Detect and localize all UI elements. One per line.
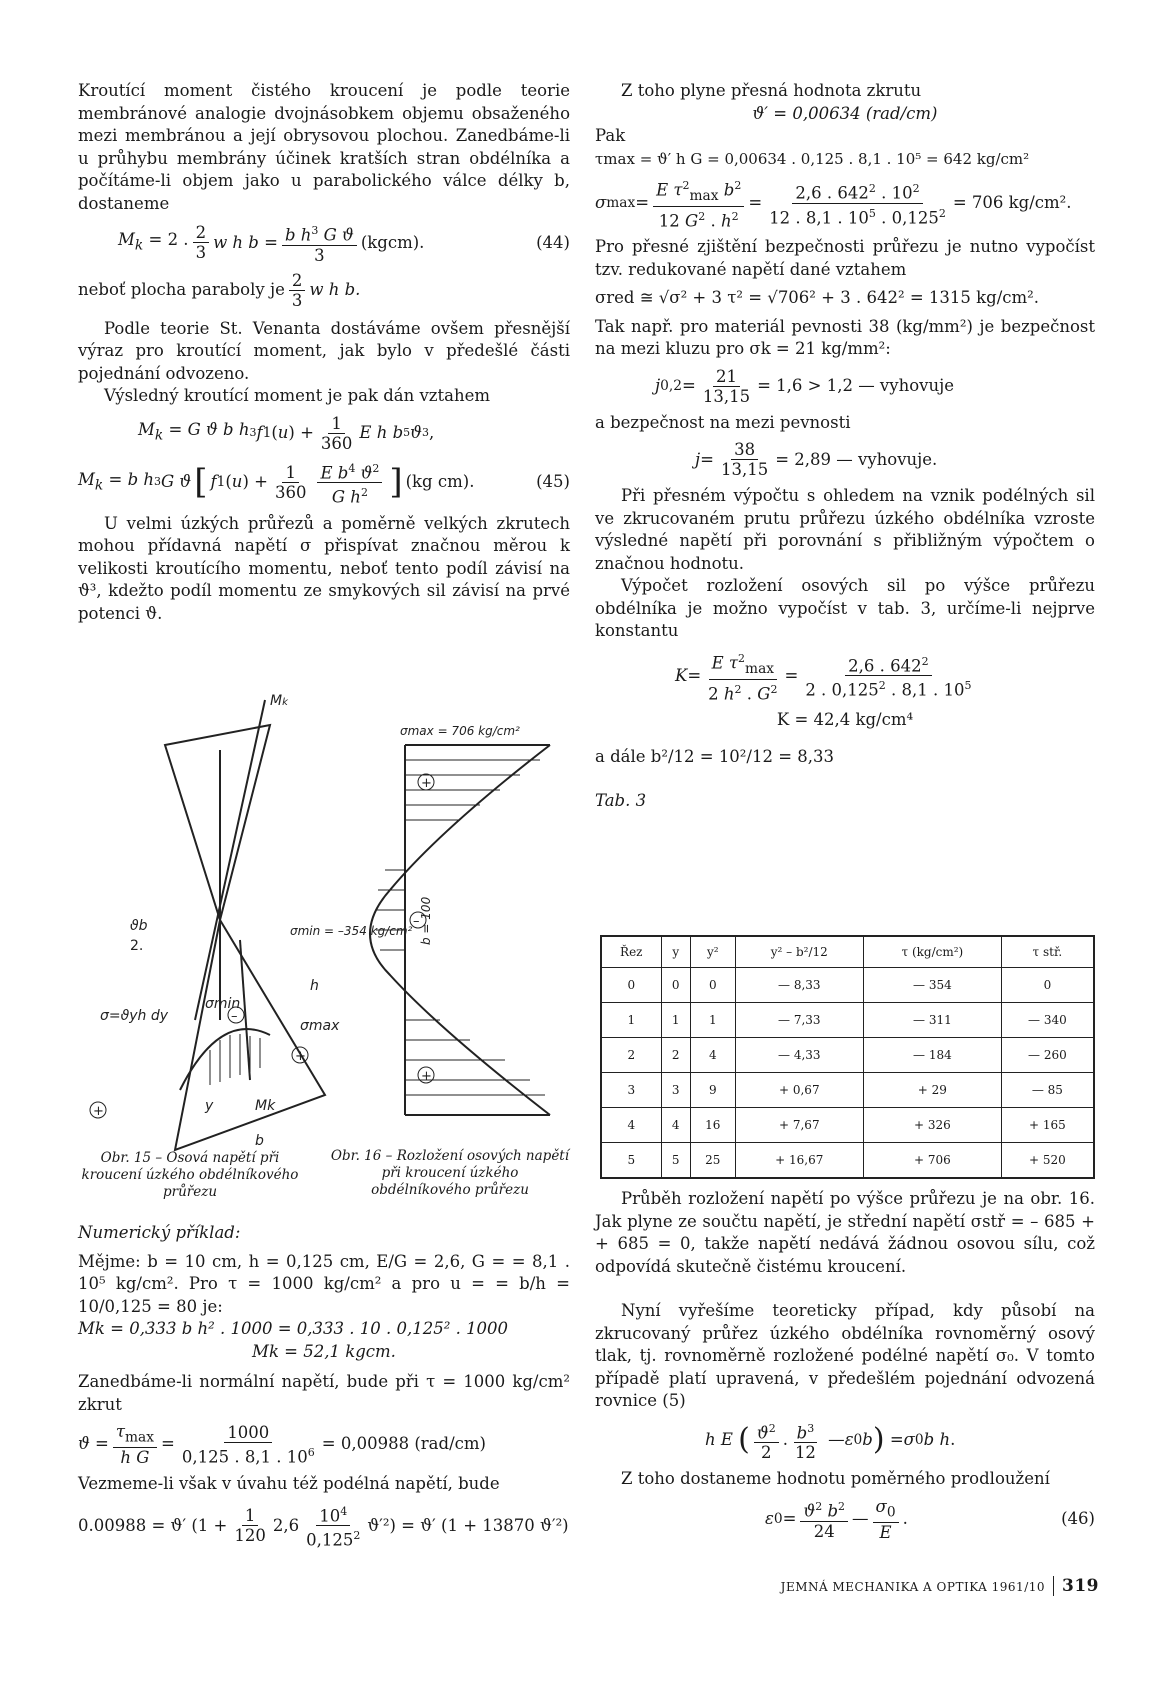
equation-last: 0.00988 = ϑ′ (1 + $\frac{1}{120}$ 2,6 $\frac{10^4}{0,125^2}$ ϑ′²) = ϑ′ (1 + 13870 ϑ′²) <box>78 1502 570 1550</box>
figure-15-caption: Obr. 15 – Osová napětí při kroucení úzkého obdélníkového průřezu <box>81 1150 299 1200</box>
paragraph: Tak např. pro materiál pevnosti 38 (kg/mm²) je bezpečnost na mezi kluzu pro σk = 21 kg/mm²: <box>595 316 1095 359</box>
svg-text:+: + <box>421 1069 432 1084</box>
paragraph: Výsledný kroutící moment je pak dán vztahem <box>104 386 491 405</box>
equation-mk: $M_k = G$ ϑ b h 3 f 1 ( u ) + $\frac{1}{360}$ E h b 5 ϑ 3 , <box>138 413 435 453</box>
svg-text:Mk: Mk <box>255 1098 276 1114</box>
paragraph: U velmi úzkých průřezů a poměrně velkých zkrutech mohou přídavná napětí σ přispívat značnou měrou k velikosti kroutícího momentu, neboť tento podíl závisí na ϑ³, kdežto podíl momentu ze smykových sil závisí na prvé potenci ϑ. <box>78 513 570 623</box>
equation-j02: j 0,2 = $\frac{21}{13,15}$ = 1,6 > 1,2 — vyhovuje <box>655 366 954 406</box>
table-cell: — 184 <box>863 1038 1001 1073</box>
svg-text:b: b <box>255 1133 264 1149</box>
equation-5: h E ( $\frac{ϑ^2}{2}$ . $\frac{b^3}{12}$ — ε 0 b ) = σ 0 b h . <box>705 1419 1095 1463</box>
table-cell: — 8,33 <box>735 968 863 1003</box>
table-cell: — 311 <box>863 1003 1001 1038</box>
paragraph: Z toho plyne přesná hodnota zkrutu <box>621 81 922 100</box>
text: w h b. <box>309 279 361 299</box>
eq-text: w h b = <box>213 232 278 252</box>
paragraph: a bezpečnost na mezi pevnosti <box>595 412 851 432</box>
eq-text: ϑ′²) = ϑ′ (1 + 13870 ϑ′²) <box>367 1515 569 1535</box>
equation-k: K = $\frac{E \tau^2_{max}}{2 h^2 . G^2}$ = $\frac{2,6 . 642^2}{2 . 0,125^2 . 8,1 . 10^5}$ <box>675 649 1095 703</box>
equation-number: (45) <box>536 472 570 492</box>
paragraph: Zanedbáme-li normální napětí, bude při τ = 1000 kg/cm² zkrut <box>78 1372 570 1414</box>
table-cell: — 7,33 <box>735 1003 863 1038</box>
equation: σred ≅ √σ² + 3 τ² = √706² + 3 . 642² = 1315 kg/cm². <box>595 288 1039 308</box>
table-cell: — 354 <box>863 968 1001 1003</box>
table-cell: 4 <box>601 1108 661 1143</box>
svg-text:2.: 2. <box>130 938 144 954</box>
svg-text:+: + <box>421 776 432 791</box>
figure-16-diagram <box>290 720 560 1140</box>
table-cell: 4 <box>690 1038 735 1073</box>
svg-text:h: h <box>310 978 319 994</box>
equation-mk1: Mk = 0,333 b h² . 1000 = 0,333 . 10 . 0,125² . 1000 <box>78 1319 509 1338</box>
svg-text:–: – <box>413 914 420 929</box>
paragraph: Podle teorie St. Venanta dostáváme ovšem přesnější výraz pro kroutící moment, jak bylo v předešlé části pojednání odvozeno. <box>78 318 570 383</box>
table-row <box>601 1108 1094 1143</box>
table-cell: — 340 <box>1001 1003 1094 1038</box>
paragraph: Při přesném výpočtu s ohledem na vznik podélných sil ve zkrucovaném prutu průřezu úzkého obdélníka vzroste výsledné napětí při porovnání s přibližným výpočtem o značnou hodnotu. <box>595 486 1095 573</box>
table-cell: + 7,67 <box>735 1108 863 1143</box>
equation-mk2: Mk = 52,1 kgcm. <box>252 1341 396 1361</box>
table-cell: — 260 <box>1001 1038 1094 1073</box>
eq-result: = 0,00988 (rad/cm) <box>321 1434 486 1454</box>
b-dimension-label: b = 100 <box>419 896 433 945</box>
table-cell: + 520 <box>1001 1143 1094 1179</box>
table-cell: + 16,67 <box>735 1143 863 1179</box>
eq-result: = 1,6 > 1,2 — vyhovuje <box>757 376 954 396</box>
eq-unit: (kgcm). <box>360 232 425 252</box>
table-header: y² <box>690 936 735 968</box>
paragraph: Vezmeme-li však v úvahu též podélná napětí, bude <box>78 1474 500 1494</box>
svg-text:–: – <box>231 1009 238 1024</box>
equation-sigma-max: σ max = $\frac{E \tau^2_{max} b^2}{12 G^2 . h^2}$ = $\frac{2,6 . 642^2 . 10^2}{12 . 8,1 . 10^5 . 0,125^2}$ = 706 kg/cm². <box>595 176 1095 230</box>
table-cell: — 4,33 <box>735 1038 863 1073</box>
figure-16-caption: Obr. 16 – Rozložení osových napětí při kroucení úzkého obdélníkového průřezu <box>330 1148 570 1198</box>
equation: ϑ′ = 0,00634 (rad/cm) <box>752 103 938 123</box>
equation-theta: ϑ = $\frac{\tau_{max}}{\text{h G}}$ = $\frac{1000}{0,125 . 8,1 . 10^6}$ = 0,00988 (rad/cm) <box>78 1422 486 1468</box>
table-row <box>601 1038 1094 1073</box>
equation-number: (46) <box>1061 1508 1095 1528</box>
left-column <box>78 80 570 625</box>
table-cell: 9 <box>690 1073 735 1108</box>
svg-text:ϑb: ϑb <box>130 918 148 934</box>
svg-text:+: + <box>93 1104 104 1119</box>
table-cell: 0 <box>1001 968 1094 1003</box>
text: Pak <box>595 126 626 145</box>
equation: τmax = ϑ′ h G = 0,00634 . 0,125 . 8,1 . 10⁵ = 642 kg/cm² <box>595 149 1030 168</box>
table-cell: 1 <box>601 1003 661 1038</box>
parabola-line: neboť plocha paraboly je $\frac{2}{3}$ w h b. <box>78 270 361 310</box>
equation-46: ε 0 = $\frac{ϑ^2 b^2}{24}$ — $\frac{\sigma_0}{E}$ . (46) <box>765 1496 1095 1542</box>
svg-text:σmin: σmin <box>205 996 241 1012</box>
table-row <box>601 1073 1094 1108</box>
table-header: τ stř. <box>1001 936 1094 968</box>
table-cell: + 29 <box>863 1073 1001 1108</box>
paragraph: Kroutící moment čistého kroucení je podle teorie membránové analogie dvojnásobkem objemu obsaženého mezi membránou a její obrysovou plochou. Zanedbáme-li u průhybu membrány účinek kratších stran obdélníka a počítáme-li objem jako u parabolického válce délky b, dostaneme <box>78 81 570 213</box>
paragraph: Mějme: b = 10 cm, h = 0,125 cm, E/G = 2,6, G = = 8,1 . 10⁵ kg/cm². Pro τ = 1000 kg/cm² a pro u = = b/h = 10/0,125 = 80 je: <box>78 1251 570 1316</box>
eq-result: = 2,89 — vyhovuje. <box>775 449 938 469</box>
right-column <box>595 80 1095 813</box>
eq-text: 2,6 <box>272 1515 300 1535</box>
table-row <box>601 968 1094 1003</box>
table-header-row <box>601 936 1094 968</box>
table-cell: — 85 <box>1001 1073 1094 1108</box>
page-number: 319 <box>1053 1576 1099 1596</box>
paragraph: Z toho dostaneme hodnotu poměrného prodloužení <box>621 1469 1050 1488</box>
eq-result: = 706 kg/cm². <box>952 192 1072 212</box>
page-footer <box>781 1576 1099 1596</box>
table-row <box>601 1003 1094 1038</box>
numeric-example <box>78 1222 570 1556</box>
table-header: Řez <box>601 936 661 968</box>
paragraph: Pro přesné zjištění bezpečnosti průřezu je nutno vypočíst tzv. redukované napětí dané vztahem <box>595 237 1095 279</box>
table-cell: 2 <box>601 1038 661 1073</box>
table-cell: 3 <box>661 1073 690 1108</box>
table-title: Tab. 3 <box>595 791 647 811</box>
table-cell: 0 <box>661 968 690 1003</box>
eq-unit: (kg cm). <box>405 472 475 492</box>
text: a dále b²/12 = 10²/12 = 8,33 <box>595 746 835 766</box>
table-cell: 5 <box>601 1143 661 1179</box>
right-column-lower <box>595 1188 1095 1548</box>
eq-text: 0.00988 = ϑ′ (1 + <box>78 1515 228 1535</box>
table-cell: 5 <box>661 1143 690 1179</box>
table-cell: + 706 <box>863 1143 1001 1179</box>
equation-number: (44) <box>536 232 570 252</box>
table-cell: 4 <box>661 1108 690 1143</box>
table-cell: 16 <box>690 1108 735 1143</box>
paragraph: Průběh rozložení napětí po výšce průřezu je na obr. 16. Jak plyne ze součtu napětí, je střední napětí σstř = – 685 + + 685 = 0, takže napětí nedává žádnou osovou sílu, což odpovídá skutečně čistému kroucení. <box>595 1189 1095 1276</box>
paragraph: Nyní vyřešíme teoreticky případ, kdy působí na zkrucovaný průřez úzkého obdélníka rovnoměrný osový tlak, tj. rovnoměrně rozložené podélné napětí σ₀. V tomto případě platí upravená, v předešlém pojednání odvozená rovnice (5) <box>595 1301 1095 1410</box>
figure-15-diagram <box>70 690 340 1150</box>
table-cell: 1 <box>690 1003 735 1038</box>
table-header: y <box>661 936 690 968</box>
svg-text:σ=ϑyh dy: σ=ϑyh dy <box>100 1008 169 1024</box>
table-cell: 1 <box>661 1003 690 1038</box>
table-header: τ (kg/cm²) <box>863 936 1001 968</box>
equation-45: $M_k = b$ h 3 G ϑ [ f 1 ( u ) + $\frac{1}{360}$ $\frac{E b^4 ϑ^2}{G h^2}$ ] (kg cm). (45) <box>78 459 570 507</box>
equation-44: $M_k = 2$ . $\frac{2}{3}$ w h b = $\frac{b h^3 G ϑ}{3}$ (kgcm). (44) <box>118 221 570 265</box>
table-cell: 25 <box>690 1143 735 1179</box>
table-3 <box>600 935 1095 1179</box>
upper-triangle <box>165 725 270 920</box>
equation-j: j = $\frac{38}{13,15}$ = 2,89 — vyhovuje. <box>695 440 938 480</box>
table-row <box>601 1143 1094 1179</box>
svg-text:Mk: Mk <box>270 693 288 709</box>
table-cell: 0 <box>601 968 661 1003</box>
equation-k-result: K = 42,4 kg/cm⁴ <box>776 710 914 730</box>
table-cell: + 326 <box>863 1108 1001 1143</box>
paragraph: Výpočet rozložení osových sil po výšce průřezu obdélníka je možno vypočíst v tab. 3, určíme-li nejprve konstantu <box>595 576 1095 641</box>
section-heading: Numerický příklad: <box>78 1223 241 1242</box>
table-cell: 3 <box>601 1073 661 1108</box>
svg-text:+: + <box>295 1049 306 1064</box>
sigma-max-label: σmax = 706 kg/cm² <box>400 724 520 738</box>
table-cell: 0 <box>690 968 735 1003</box>
table-cell: + 165 <box>1001 1108 1094 1143</box>
svg-text:σmax: σmax <box>300 1018 340 1034</box>
journal-name: JEMNÁ MECHANIKA A OPTIKA 1961/10 <box>780 1580 1045 1594</box>
svg-text:y: y <box>205 1098 214 1114</box>
table-header: y² – b²/12 <box>735 936 863 968</box>
table-cell: 2 <box>661 1038 690 1073</box>
sigma-min-label: σmin = –354 kg/cm² <box>290 924 413 938</box>
lower-triangle <box>175 920 325 1150</box>
text: neboť plocha paraboly je <box>78 279 285 299</box>
table-cell: + 0,67 <box>735 1073 863 1108</box>
